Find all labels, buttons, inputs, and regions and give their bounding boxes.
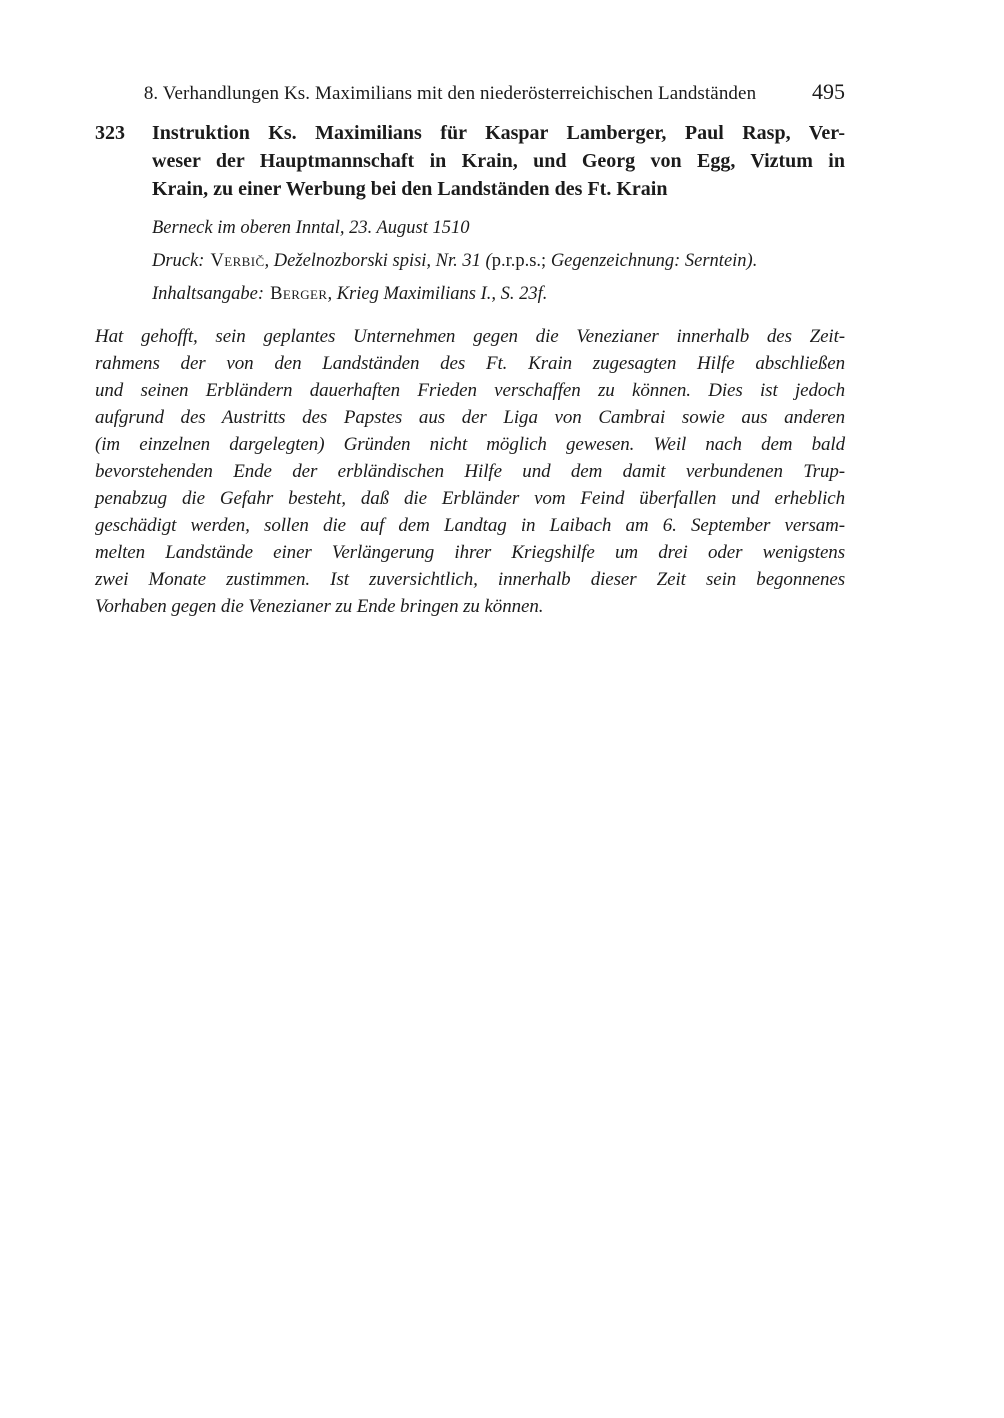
- druck-line: [152, 245, 845, 278]
- inhaltsangabe-line: [152, 278, 845, 311]
- summary-line: rahmens der von den Landständen des Ft. Krain zugesagten Hilfe abschließen: [95, 353, 845, 374]
- entry-heading-text: [152, 119, 845, 203]
- heading-line: Krain, zu einer Werbung bei den Landständen des Ft. Krain: [152, 178, 668, 200]
- summary-line: penabzug die Gefahr besteht, daß die Erbländer vom Feind überfallen und erheblich: [95, 488, 845, 509]
- druck-abbreviation: p.r.p.s.;: [491, 251, 547, 271]
- heading-line: Instruktion Ks. Maximilians für Kaspar Lamberger, Paul Rasp, Ver-: [152, 122, 845, 144]
- druck-work: , Deželnozborski spisi, Nr. 31 (: [264, 251, 492, 271]
- summary-line: (im einzelnen dargelegten) Gründen nicht möglich gewesen. Weil nach dem bald: [95, 434, 845, 455]
- place-date-line: Berneck im oberen Inntal, 23. August 1510: [152, 218, 470, 238]
- summary-paragraph: [95, 323, 845, 620]
- summary-line: bevorstehenden Ende der erbländischen Hilfe und dem damit verbundenen Trup-: [95, 461, 845, 482]
- inhaltsangabe-rest: , Krieg Maximilians I., S. 23f.: [327, 284, 548, 304]
- running-header: [95, 79, 845, 106]
- summary-line: aufgrund des Austritts des Papstes aus der Liga von Cambrai sowie aus anderen: [95, 407, 845, 428]
- page-number: 495: [812, 79, 845, 104]
- text-block: [95, 79, 845, 620]
- entry-number: 323: [95, 122, 125, 144]
- inhaltsangabe-author: Berger: [270, 284, 328, 304]
- entry-metadata: [152, 212, 845, 311]
- summary-line: Vorhaben gegen die Venezianer zu Ende bringen zu können.: [95, 596, 544, 617]
- druck-label: Druck:: [152, 251, 205, 271]
- druck-rest: Gegenzeichnung: Serntein).: [546, 251, 758, 271]
- entry-heading: [95, 119, 845, 203]
- summary-line: melten Landstände einer Verlängerung ihrer Kriegshilfe um drei oder wenigstens: [95, 542, 845, 563]
- summary-line: Hat gehofft, sein geplantes Unternehmen gegen die Venezianer innerhalb des Zeit-: [95, 326, 845, 347]
- summary-line: geschädigt werden, sollen die auf dem Landtag in Laibach am 6. September versam-: [95, 515, 845, 536]
- running-header-title: 8. Verhandlungen Ks. Maximilians mit den niederösterreichischen Landständen: [143, 83, 757, 104]
- inhaltsangabe-label: Inhaltsangabe:: [152, 284, 265, 304]
- heading-line: weser der Hauptmannschaft in Krain, und Georg von Egg, Viztum in: [152, 150, 845, 172]
- druck-author: Verbič: [210, 251, 265, 271]
- summary-line: zwei Monate zustimmen. Ist zuversichtlich, innerhalb dieser Zeit sein begonnenes: [95, 569, 845, 590]
- summary-line: und seinen Erbländern dauerhaften Frieden verschaffen zu können. Dies ist jedoch: [95, 380, 845, 401]
